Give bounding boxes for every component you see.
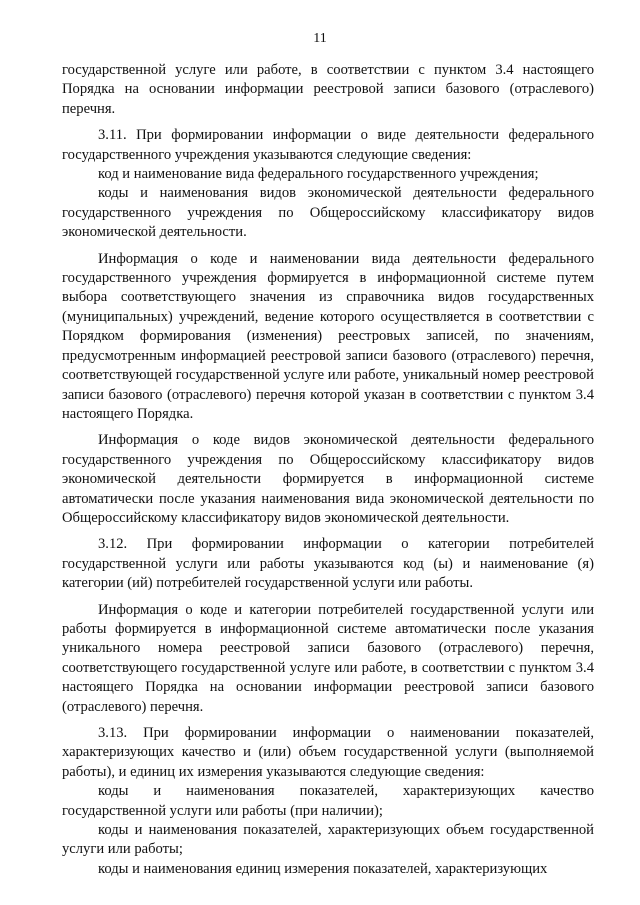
list-item-quality-indicators: коды и наименования показателей, характеризующих качество государственной услуги или работы (при наличии); — [62, 783, 594, 819]
page-number: 11 — [313, 31, 327, 46]
paragraph-3-13: 3.13. При формировании информации о наименовании показателей, характеризующих качество и (или) объем государственной услуги (выполняемой работы), и единиц их измерения указываются следующие сведения: — [62, 725, 594, 780]
list-item-type-code: код и наименование вида федерального государственного учреждения; — [98, 166, 539, 183]
list-item-okved-codes: коды и наименования видов экономической деятельности федерального государственного учреждения по Общероссийскому классификатору видов экономической деятельности. — [62, 185, 594, 241]
list-item-units: коды и наименования единиц измерения показателей, характеризующих — [98, 860, 548, 877]
paragraph-okved-info: Информация о коде видов экономической деятельности федерального государственного учреждения по Общероссийскому классификатору видов экономической деятельности формируется в информационной системе автоматически после указания наименования вида экономической деятельности по Общероссийскому классификатору видов экономической деятельности. — [62, 432, 594, 526]
document-body — [62, 61, 594, 879]
paragraph-3-11: 3.11. При формировании информации о виде деятельности федерального государственного учреждения указываются следующие сведения: — [62, 127, 594, 163]
paragraph-continuation: государственной услуге или работе, в соответствии с пунктом 3.4 настоящего Порядка на основании информации реестровой записи базового (отраслевого) перечня. — [62, 62, 594, 117]
paragraph-3-12: 3.12. При формировании информации о категории потребителей государственной услуги или работы указываются код (ы) и наименование (я) категории (ий) потребителей государственной услуги или работы. — [62, 536, 594, 592]
paragraph-consumer-info: Информация о коде и категории потребителей государственной услуги или работы формируется в информационной системе автоматически после указания уникального номера реестровой записи базового (отраслевого) перечня, соответствующего государственной услуге или работе, в соответствии с пунктом 3.4 настоящего Порядка на основании информации реестровой записи базового (отраслевого) перечня. — [62, 601, 594, 715]
paragraph-type-info: Информация о коде и наименовании вида деятельности федерального государственного учреждения формируется в информационной системе путем выбора соответствующего значения из справочника видов государственных (муниципальных) учреждений, ведение которого осуществляется в соответствии с Порядком формирования (изменения) реестровых записей, по значениям, предусмотренным информацией реестровой записи базового (отраслевого) перечня, соответствующей государственной услуге или работе, уникальный номер реестровой записи базового (отраслевого) перечня которой указан в соответствии с пунктом 3.4 настоящего Порядка. — [62, 250, 594, 422]
list-item-volume-indicators: коды и наименования показателей, характеризующих объем государственной услуги или работы; — [62, 822, 594, 858]
